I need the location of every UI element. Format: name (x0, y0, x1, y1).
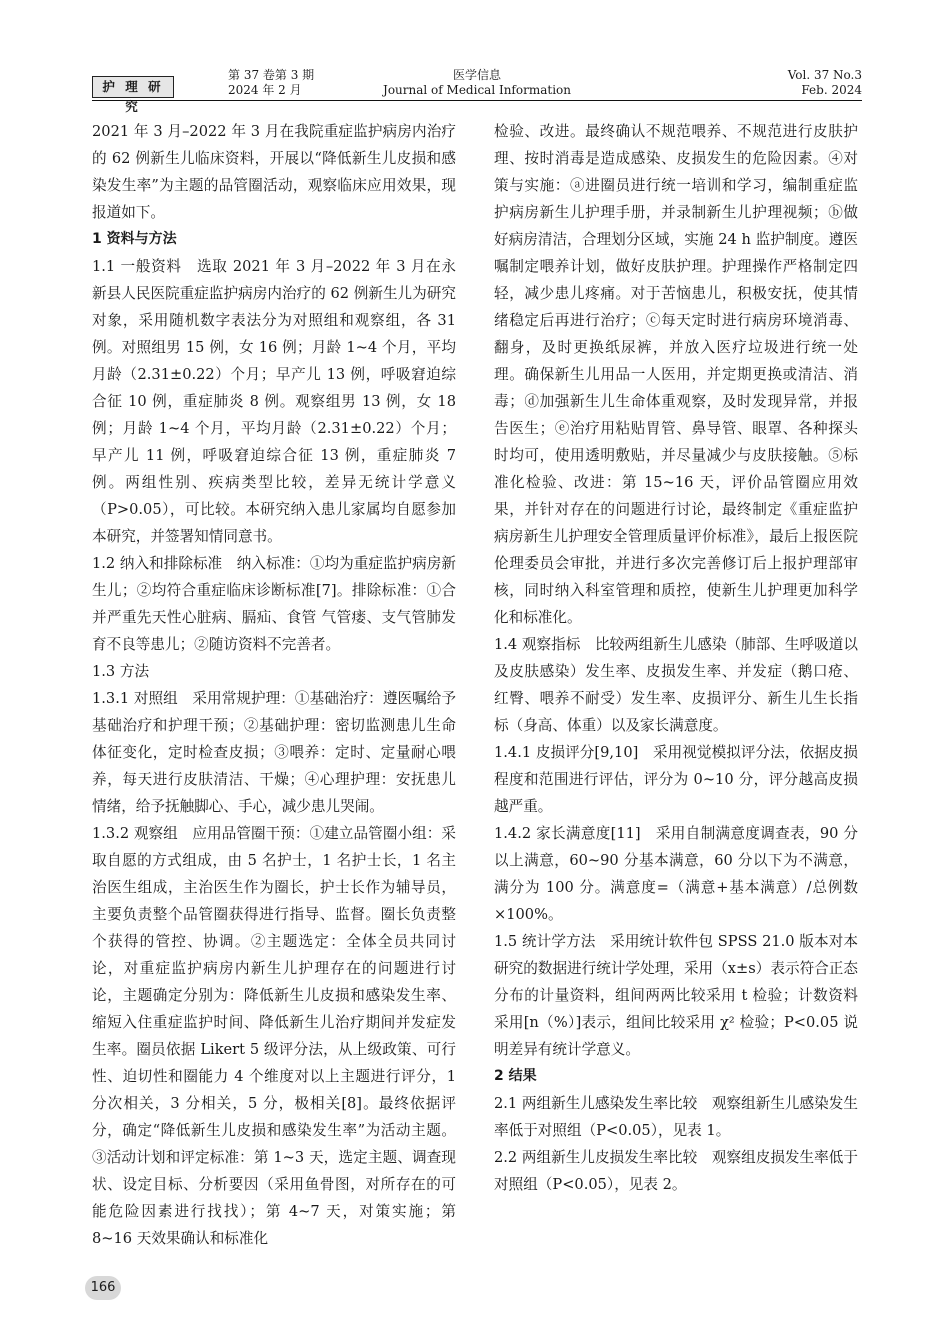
date-en: Feb. 2024 (801, 83, 862, 97)
left-column (92, 118, 456, 1252)
paragraph: 1.3 方法 (92, 663, 150, 680)
page-number: 166 (85, 1276, 121, 1300)
journal-title-en: Journal of Medical Information (383, 83, 571, 97)
volume-en: Vol. 37 No.3 (787, 68, 862, 82)
date-cn: 2024 年 2 月 (228, 83, 302, 97)
paragraph: 2.2 两组新生儿皮损发生率比较 观察组皮损发生率低于对照组（P<0.05），见表 2。 (494, 1149, 858, 1193)
paragraph: 1.2 纳入和排除标准 纳入标准：①均为重症监护病房新生儿；②均符合重症临床诊断标准[7]。排除标准：①合并严重先天性心脏病、膈疝、食管 气管瘘、支气管肺发育不良等患儿；②随访资料不完善者。 (92, 555, 456, 653)
issue-info-en (788, 68, 862, 98)
section-heading: 1 资料与方法 (92, 231, 177, 247)
paragraph: 1.3.2 观察组 应用品管圈干预：①建立品管圈小组：采取自愿的方式组成，由 5 名护士，1 名护士长，1 名主治医生组成，主治医生作为圈长，护士长作为辅导员，主要负责整个品管圈获得进行指导、监督。圈长负责整个获得的管控、协调。②主题选定：全体全员共同讨论，对重症监护病房内新生儿护理存在的问题进行讨论，主题确定分别为：降低新生儿皮损和感染发生率、缩短入住重症监护时间、降低新生儿治疗期间并发症发生率。圈员依据 Likert 5 级评分法，从上级政策、可行性、迫切性和圈能力 4 个维度对以上主题进行评分，1 分次相关，3 分相关，5 分，极相关[8]。最终依据评分，确定“降低新生儿皮损和感染发生率”为活动主题。③活动计划和评定标准：第 1~3 天，选定主题、调查现状、设定目标、分析要因（采用鱼骨图，对所存在的可能危险因素进行找找）；第 4~7 天，对策实施；第 8~16 天效果确认和标准化 (92, 825, 456, 1247)
section-badge: 护 理 研 究 (92, 76, 174, 98)
paragraph: 1.5 统计学方法 采用统计软件包 SPSS 21.0 版本对本研究的数据进行统计学处理，采用（x±s）表示符合正态分布的计量资料，组间两两比较采用 t 检验；计数资料采用[n（%）]表示，组间比较采用 χ² 检验；P<0.05 说明差异有统计学意义。 (494, 933, 858, 1058)
journal-title (92, 68, 862, 98)
paragraph: 2021 年 3 月–2022 年 3 月在我院重症监护病房内治疗的 62 例新生儿临床资料，开展以“降低新生儿皮损和感染发生率”为主题的品管圈活动，观察临床应用效果，现报道如下。 (92, 123, 456, 221)
paragraph: 1.1 一般资料 选取 2021 年 3 月–2022 年 3 月在永新县人民医院重症监护病房内治疗的 62 例新生儿为研究对象，采用随机数字表法分为对照组和观察组，各 31 例。对照组男 15 例，女 16 例；月龄 1~4 个月，平均月龄（2.31±0.22）个月；早产儿 13 例，呼吸窘迫综合征 10 例，重症肺炎 8 例。观察组男 13 例，女 18 例；月龄 1~4 个月，平均月龄（2.31±0.22）个月；早产儿 11 例，呼吸窘迫综合征 13 例，重症肺炎 7 例。两组性别、疾病类型比较，差异无统计学意义（P>0.05），可比较。本研究纳入患儿家属均自愿参加本研究，并签署知情同意书。 (92, 258, 456, 545)
paragraph: 1.4 观察指标 比较两组新生儿感染（肺部、生呼吸道以及皮肤感染）发生率、皮损发生率、并发症（鹅口疮、红臀、喂养不耐受）发生率、皮损评分、新生儿生长指标（身高、体重）以及家长满意度。 (494, 636, 858, 734)
paragraph: 检验、改进。最终确认不规范喂养、不规范进行皮肤护理、按时消毒是造成感染、皮损发生的危险因素。④对策与实施：ⓐ进圈员进行统一培训和学习，编制重症监护病房新生儿护理手册，并录制新生儿护理视频；ⓑ做好病房清洁，合理划分区域，实施 24 h 监护制度。遵医嘱制定喂养计划，做好皮肤护理。护理操作严格制定四轻，减少患儿疼痛。对于苦恼患儿，积极安抚，使其情绪稳定后再进行治疗；ⓒ每天定时进行病房环境消毒、翻身，及时更换纸尿裤，并放入医疗垃圾进行统一处理。确保新生儿用品一人医用，并定期更换或清洁、消毒；ⓓ加强新生儿生命体重观察，及时发现异常，并报告医生；ⓔ治疗用粘贴胃管、鼻导管、眼罩、各种探头时均可，使用透明敷贴，并尽量减少与皮肤接触。⑤标准化检验、改进：第 15~16 天，评价品管圈应用效果，并针对存在的问题进行讨论，最终制定《重症监护病房新生儿护理安全管理质量评价标准》，最后上报医院伦理委员会审批，并进行多次完善修订后上报护理部审核，同时纳入科室管理和质控，使新生儿护理更加科学化和标准化。 (494, 123, 858, 626)
volume-cn: 第 37 卷第 3 期 (228, 68, 315, 82)
page-header (92, 62, 862, 114)
paragraph: 2.1 两组新生儿感染发生率比较 观察组新生儿感染发生率低于对照组（P<0.05），见表 1。 (494, 1095, 858, 1139)
section-heading: 2 结果 (494, 1068, 537, 1084)
right-column (494, 118, 858, 1198)
paragraph: 1.4.2 家长满意度[11] 采用自制满意度调查表，90 分以上满意，60~90 分基本满意，60 分以下为不满意，满分为 100 分。满意度=（满意+基本满意）/总例数×100%。 (494, 825, 858, 923)
paragraph: 1.4.1 皮损评分[9,10] 采用视觉模拟评分法，依据皮损程度和范围进行评估，评分为 0~10 分，评分越高皮损越严重。 (494, 744, 858, 815)
paragraph: 1.3.1 对照组 采用常规护理：①基础治疗：遵医嘱给予基础治疗和护理干预；②基础护理：密切监测患儿生命体征变化，定时检查皮损；③喂养：定时、定量耐心喂养，每天进行皮肤清洁、干燥；④心理护理：安抚患儿情绪，给予抚触脚心、手心，减少患儿哭闹。 (92, 690, 456, 815)
header-rule (92, 100, 862, 101)
journal-title-cn: 医学信息 (452, 68, 501, 82)
